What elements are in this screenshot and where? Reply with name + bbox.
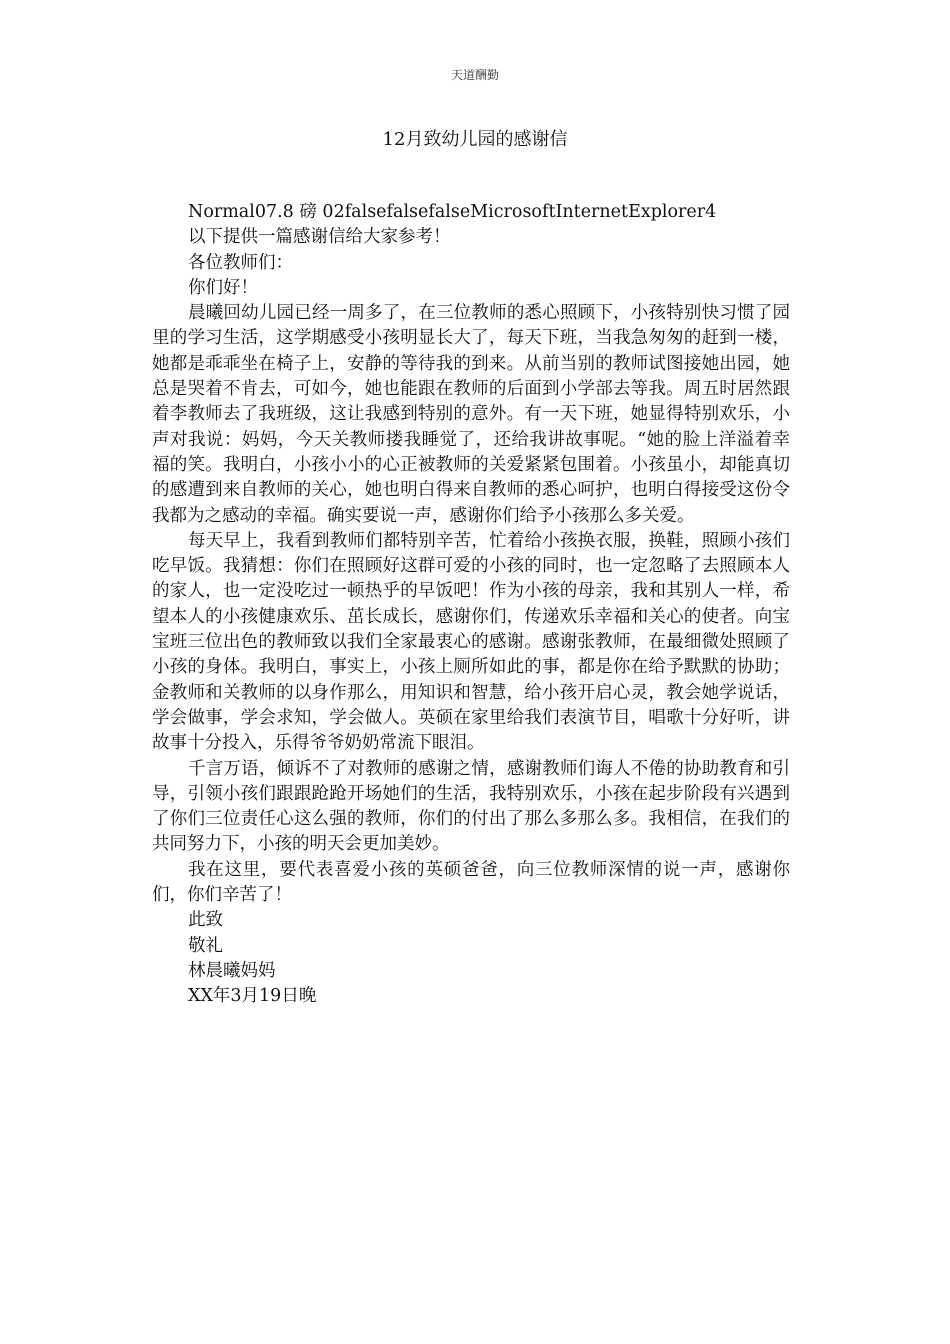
page-header: 天道酬勤: [450, 68, 499, 82]
salutation: 各位教师们：: [188, 252, 293, 273]
letter-date: XX年3月19日晚: [188, 986, 317, 1007]
paragraph-1: 晨曦回幼儿园已经一周多了，在三位教师的悉心照顾下，小孩特别快习惯了园里的学习生活，这学期感受小孩明显长大了，每天下班，当我急匆匆的赶到一楼，她都是乖乖坐在椅子上，安静的等待我的到来。从前当别的教师试图接她出园，她总是哭着不肯去，可如今，她也能跟在教师的后面到小学部去等我。周五时居然跟着李教师去了我班级，这让我感到特别的意外。有一天下班，她显得特别欢乐，小声对我说：妈妈，今天关教师搂我睡觉了，还给我讲故事呢。“她的脸上洋溢着幸福的笑。我明白，小孩小小的心正被教师的关爱紧紧包围着。小孩虽小，却能真切的感遭到来自教师的关心，她也明白得来自教师的悉心呵护，也明白得接受这份令我都为之感动的幸福。确实要说一声，感谢你们给予小孩那么多关爱。: [152, 303, 790, 526]
paragraph-3: 千言万语，倾诉不了对教师的感谢之情，感谢教师们诲人不倦的协助教育和引导，引领小孩们跟跟跄跄开场她们的生活，我特别欢乐，小孩在起步阶段有兴遇到了你们三位责任心这么强的教师，你们的付出了那么多那么多。我相信，在我们的共同努力下，小孩的明天会更加美妙。: [152, 758, 790, 855]
greeting: 你们好！: [188, 277, 258, 298]
paragraph-4: 我在这里，要代表喜爱小孩的英硕爸爸，向三位教师深情的说一声，感谢你们，你们辛苦了！: [152, 859, 790, 906]
letter-title: 12月致幼儿园的感谢信: [382, 129, 568, 150]
closing-jing-li: 敬礼: [188, 935, 223, 956]
paragraph-2: 每天早上，我看到教师们都特别辛苦，忙着给小孩换衣服，换鞋，照顾小孩们吃早饭。我猜想：你们在照顾好这群可爱的小孩的同时，也一定忽略了去照顾本人的家人，也一定没吃过一顿热乎的早饭吧！作为小孩的母亲，我和其别人一样，希望本人的小孩健康欢乐、茁长成长，感谢你们，传递欢乐幸福和关心的使者。向宝宝班三位出色的教师致以我们全家最衷心的感谢。感谢张教师，在最细微处照顾了小孩的身体。我明白，事实上，小孩上厕所如此的事，都是你在给予默默的协助；金教师和关教师的以身作那么，用知识和智慧，给小孩开启心灵，教会她学说话，学会做事，学会求知，学会做人。英硕在家里给我们表演节目，唱歌十分好听，讲故事十分投入，乐得爷爷奶奶常流下眼泪。: [152, 530, 790, 754]
metadata-line: Normal07.8 磅 02falsefalsefalseMicrosoftInternetExplorer4: [188, 202, 717, 222]
closing-ci-zhi: 此致: [188, 910, 223, 931]
intro-line: 以下提供一篇感谢信给大家参考！: [188, 227, 451, 248]
signature: 林晨曦妈妈: [188, 960, 276, 981]
letter-body: [152, 200, 790, 1010]
